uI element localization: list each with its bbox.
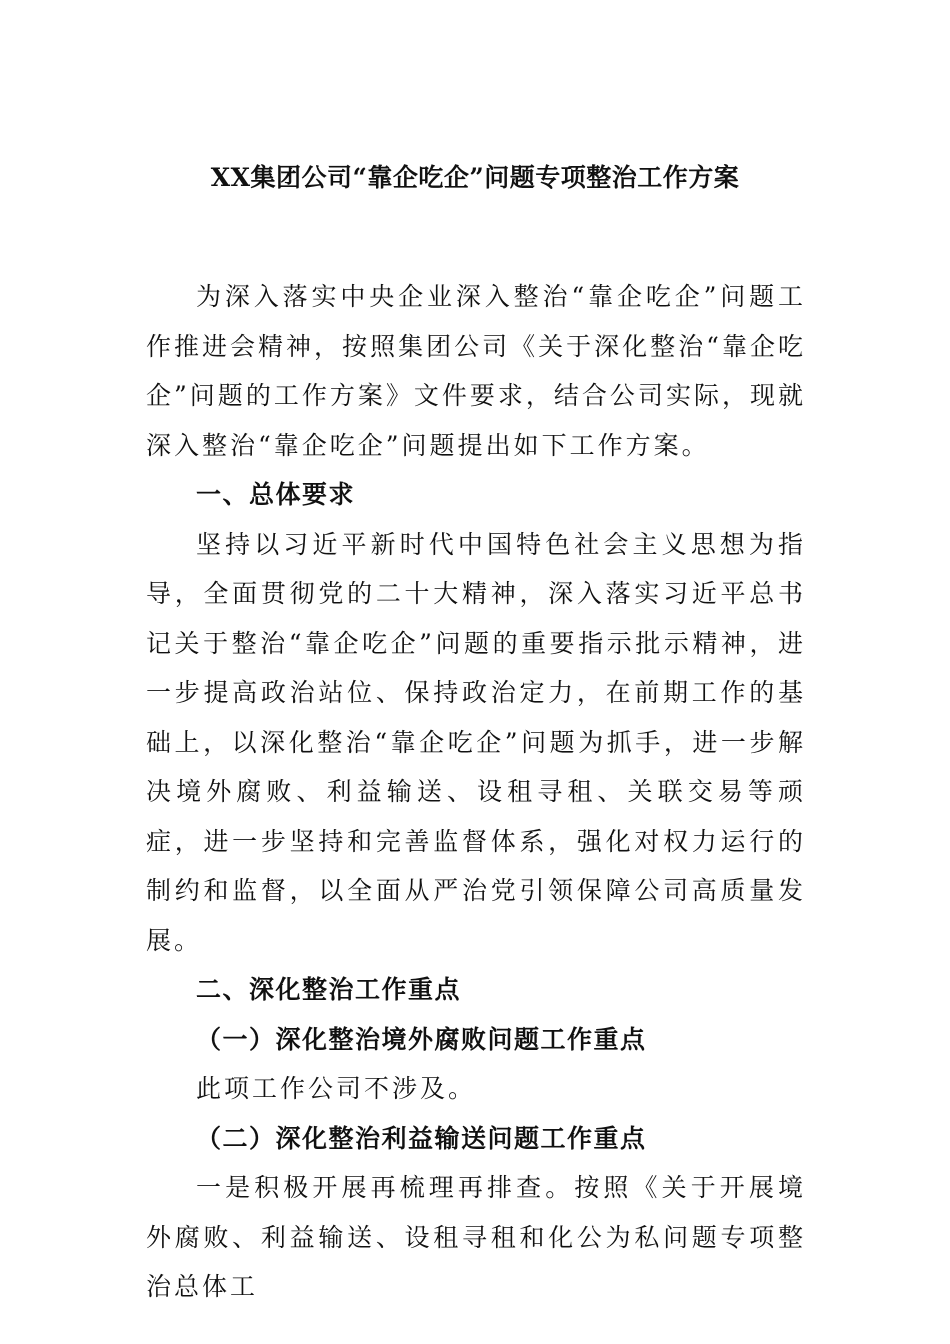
document-title: XX集团公司“靠企吃企”问题专项整治工作方案	[210, 163, 740, 192]
general-requirements-paragraph: 坚持以习近平新时代中国特色社会主义思想为指导，全面贯彻党的二十大精神，深入落实习近平总书记关于整治“靠企吃企”问题的重要指示批示精神，进一步提高政治站位、保持政治定力，在前期工作的基础上，以深化整治“靠企吃企”问题为抓手，进一步解决境外腐败、利益输送、设租寻租、关联交易等顽症，进一步坚持和完善监督体系，强化对权力运行的制约和监督，以全面从严治党引领保障公司高质量发展。	[146, 529, 806, 955]
intro-paragraph: 为深入落实中央企业深入整治“靠企吃企”问题工作推进会精神，按照集团公司《关于深化整治“靠企吃企”问题的工作方案》文件要求，结合公司实际，现就深入整治“靠企吃企”问题提出如下工作方案。	[146, 282, 806, 460]
subsection-heading-interest-transfer: （二）深化整治利益输送问题工作重点	[196, 1123, 647, 1153]
interest-transfer-paragraph: 一是积极开展再梳理再排查。按照《关于开展境外腐败、利益输送、设租寻租和化公为私问题专项整治总体工	[146, 1173, 806, 1301]
overseas-corruption-paragraph: 此项工作公司不涉及。	[196, 1074, 477, 1103]
section-heading-general-requirements: 一、总体要求	[196, 480, 356, 509]
document-body	[146, 272, 806, 1312]
subsection-heading-overseas-corruption: （一）深化整治境外腐败问题工作重点	[196, 1024, 647, 1054]
section-heading-key-work: 二、深化整治工作重点	[196, 975, 462, 1004]
